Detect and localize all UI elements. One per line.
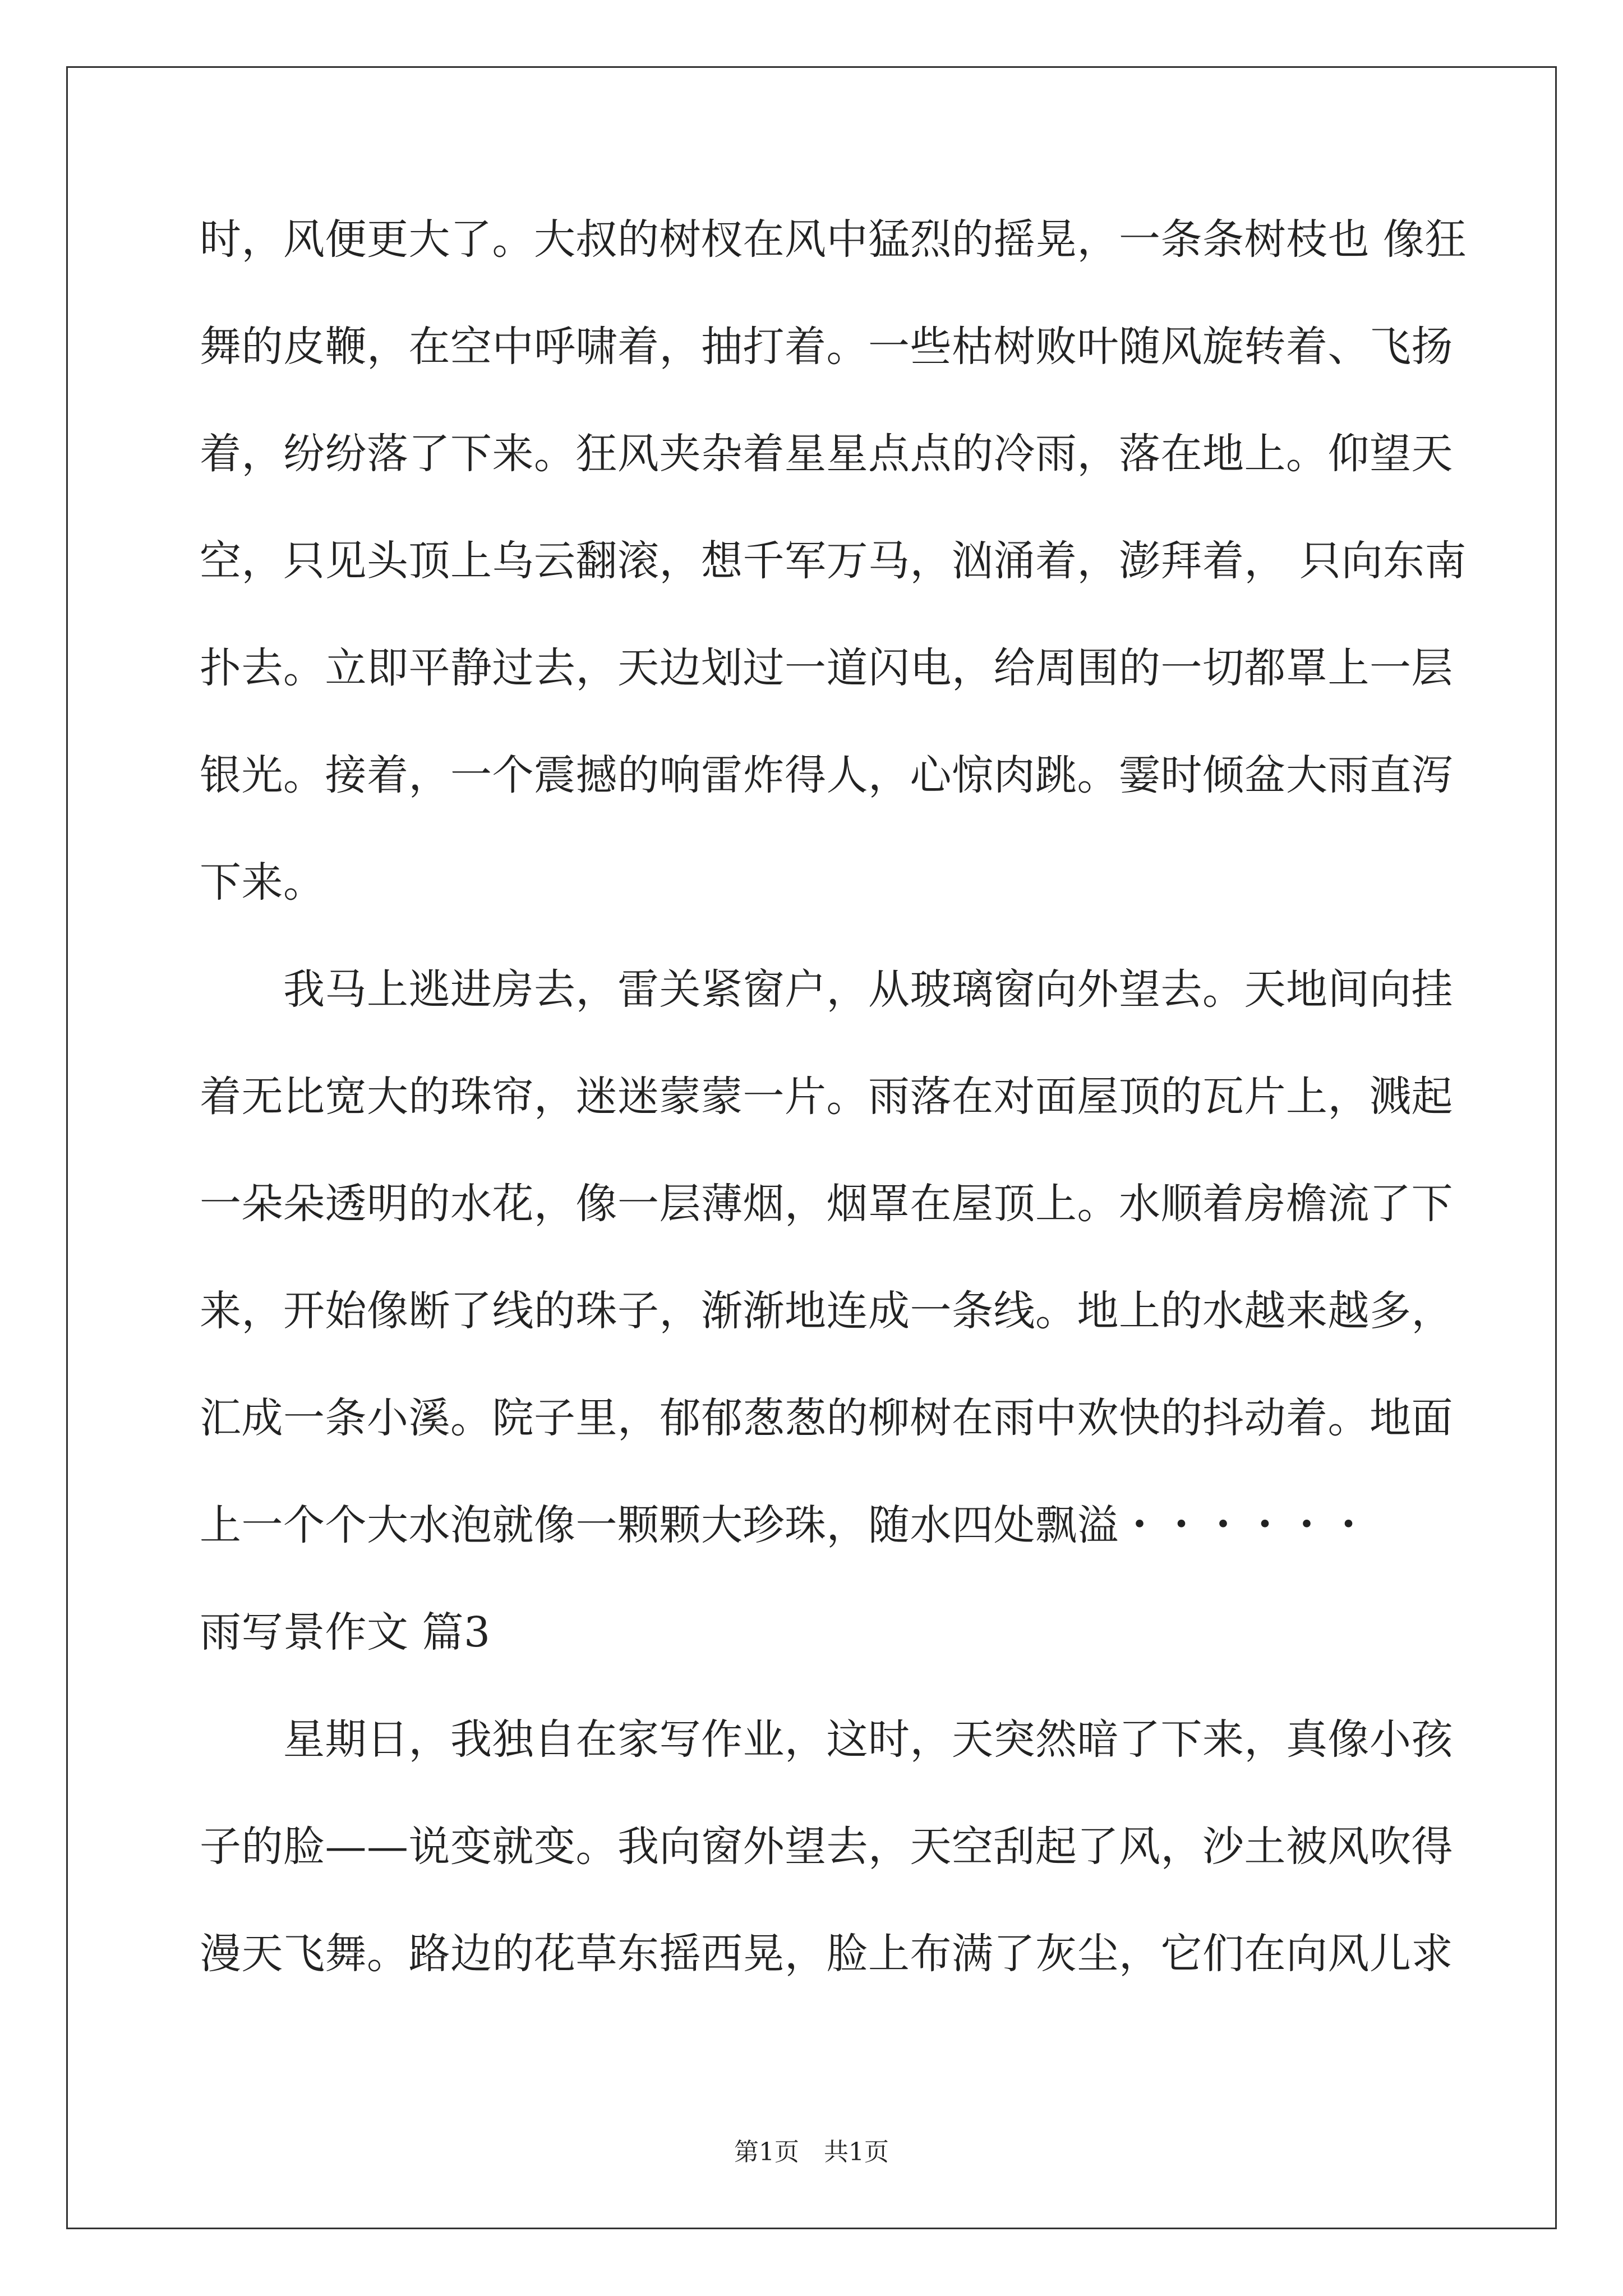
text-line: 着无比宽大的珠帘，迷迷蒙蒙一片。雨落在对面屋顶的瓦片上，溅起: [200, 1073, 1453, 1121]
text-line: 子的脸——说变就变。我向窗外望去，天空刮起了风，沙土被风吹得: [200, 1823, 1453, 1871]
text-line: 来，开始像断了线的珠子，渐渐地连成一条线。地上的水越来越多，: [200, 1287, 1453, 1335]
document-body: [200, 215, 1467, 2040]
text-line: 银光。接着，一个震撼的响雷炸得人，心惊肉跳。霎时倾盆大雨直泻: [200, 751, 1453, 799]
text-line: 舞的皮鞭，在空中呼啸着，抽打着。一些枯树败叶随风旋转着、飞扬: [200, 323, 1453, 371]
text-line: 空，只见头顶上乌云翻滚，想千军万马，汹涌着，澎拜着， 只向东南: [200, 537, 1467, 585]
text-line: 一朵朵透明的水花，像一层薄烟，烟罩在屋顶上。水顺着房檐流了下: [200, 1180, 1453, 1228]
text-line: 上一个个大水泡就像一颗颗大珍珠，随水四处飘溢・・・・・・: [200, 1501, 1370, 1549]
page-footer: 第1页 共1页: [734, 2138, 889, 2166]
text-line: 我马上逃进房去，雷关紧窗户，从玻璃窗向外望去。天地间向挂: [200, 965, 1453, 1014]
text-line: 下来。: [200, 858, 325, 907]
text-line: 时，风便更大了。大叔的树杈在风中猛烈的摇晃，一条条树枝也 像狂: [200, 215, 1467, 264]
text-line: 雨写景作文 篇3: [200, 1608, 491, 1657]
text-line: 星期日，我独自在家写作业，这时，天突然暗了下来，真像小孩: [200, 1715, 1453, 1764]
text-line: 着，纷纷落了下来。狂风夹杂着星星点点的冷雨，落在地上。仰望天: [200, 430, 1453, 478]
text-line: 汇成一条小溪。院子里，郁郁葱葱的柳树在雨中欢快的抖动着。地面: [200, 1394, 1453, 1442]
text-line: 扑去。立即平静过去，天边划过一道闪电，给周围的一切都罩上一层: [200, 644, 1453, 692]
text-line: 漫天飞舞。路边的花草东摇西晃，脸上布满了灰尘，它们在向风儿求: [200, 1930, 1453, 1978]
